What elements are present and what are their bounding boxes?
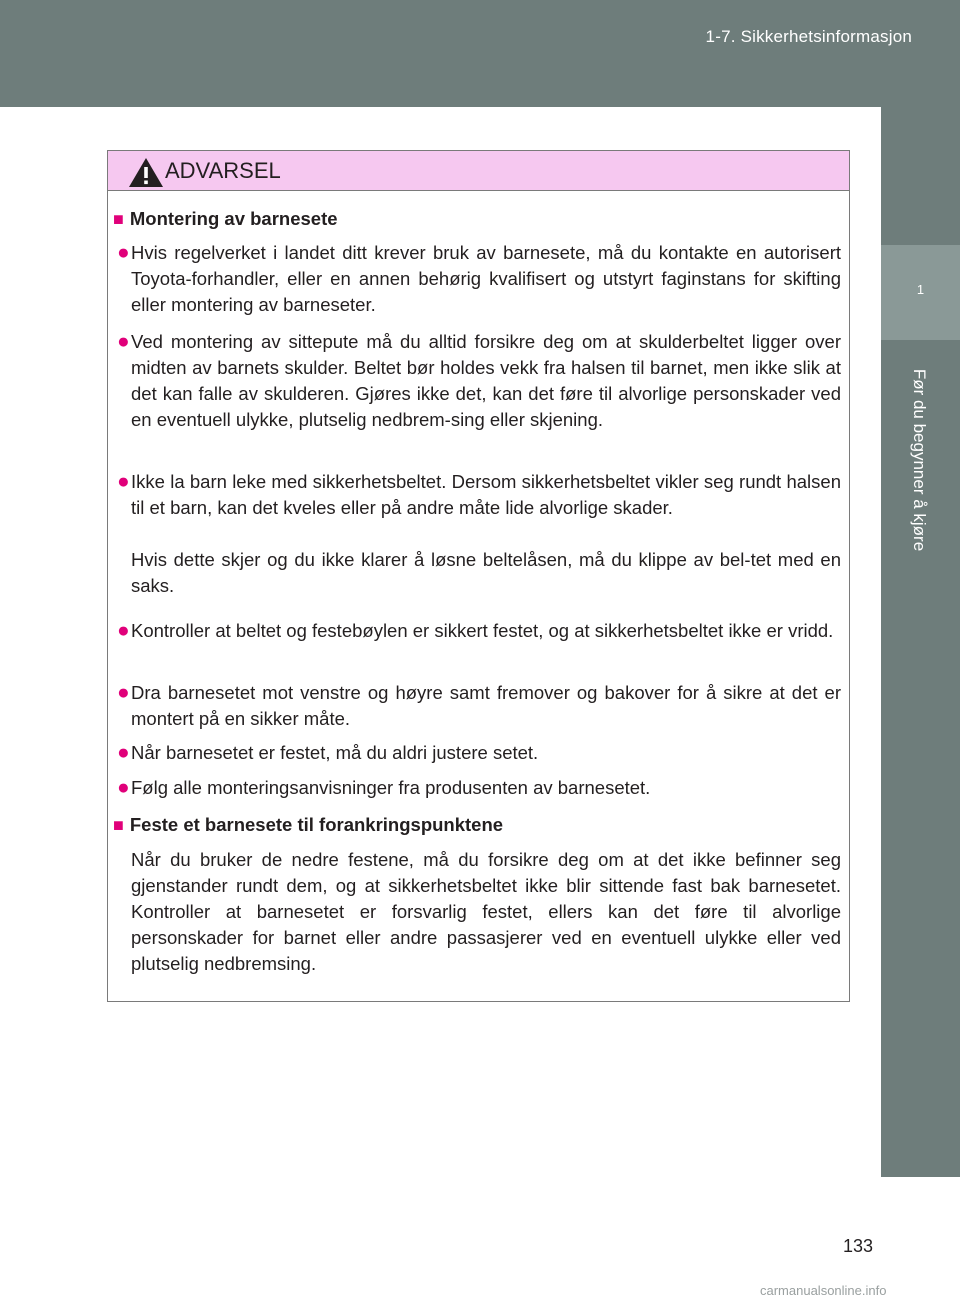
round-bullet-icon: ● (117, 470, 130, 493)
bullet-text: Ved montering av sittepute må du alltid forsikre deg om at skulderbeltet ligger over midten av barnets skulder. Beltet bør holdes vekk fra halsen til barnet, men ikke slik at det kan falle av skulderen. Gjøres ikke det, kan det føre til alvorlige personskader ved en eventuell ulykke, plutselig nedbrem-sing eller skjening. (131, 331, 841, 430)
page-number: 133 (843, 1236, 874, 1256)
watermark: carmanualsonline.info (760, 1283, 887, 1298)
warning-header (108, 151, 849, 191)
bullet-text: Ikke la barn leke med sikkerhetsbeltet. Dersom sikkerhetsbeltet vikler seg rundt halsen til et barn, kan det kveles eller på andre måte lide alvorlige skader. (131, 471, 841, 518)
section-text: Når du bruker de nedre festene, må du forsikre deg om at det ikke befinner seg gjenstander rundt dem, og at sikkerhetsbeltet ikke blir sittende fast bak barnesetet. Kontroller at barnesetet er forsvarlig festet, ellers kan det føre til alvorlige personskader for barnet eller andre passasjerer ved en eventuell ulykke eller ved plutselig nedbremsing. (131, 849, 841, 974)
warning-title: ADVARSEL (165, 158, 281, 183)
section-heading: ■ Feste et barnesete til forankringspunktene (113, 814, 504, 835)
top-band (0, 0, 960, 107)
warning-triangle-icon (128, 157, 164, 188)
chapter-title: Før du begynner å kjøre (910, 368, 929, 552)
bullet-text: Hvis regelverket i landet ditt krever bruk av barnesete, må du kontakte en autorisert Toyota-forhandler, eller en annen behørig kvalifisert og utstyrt faginstans for skifting eller montering av barneseter. (131, 242, 841, 315)
bullet-text: Kontroller at beltet og festebøylen er sikkert festet, og at sikkerhetsbeltet ikke er vridd. (131, 620, 834, 641)
warning-box (107, 150, 850, 1002)
square-marker-icon: ■ (113, 815, 124, 835)
round-bullet-icon: ● (117, 330, 130, 353)
round-bullet-icon: ● (117, 776, 130, 799)
section-header: 1-7. Sikkerhetsinformasjon (705, 27, 912, 46)
round-bullet-icon: ● (117, 241, 130, 264)
bullet-text: Når barnesetet er festet, må du aldri justere setet. (131, 742, 539, 763)
round-bullet-icon: ● (117, 619, 130, 642)
chapter-number: 1 (916, 282, 925, 297)
round-bullet-icon: ● (117, 681, 130, 704)
square-marker-icon: ■ (113, 209, 124, 229)
round-bullet-icon: ● (117, 741, 130, 764)
bullet-continuation-text: Hvis dette skjer og du ikke klarer å løsne beltelåsen, må du klippe av bel-tet med en saks. (131, 549, 841, 596)
bullet-text: Dra barnesetet mot venstre og høyre samt fremover og bakover for å sikre at det er montert på en sikker måte. (131, 682, 841, 729)
section-heading: ■ Montering av barnesete (113, 208, 338, 229)
bullet-text: Følg alle monteringsanvisninger fra produsenten av barnesetet. (131, 777, 651, 798)
